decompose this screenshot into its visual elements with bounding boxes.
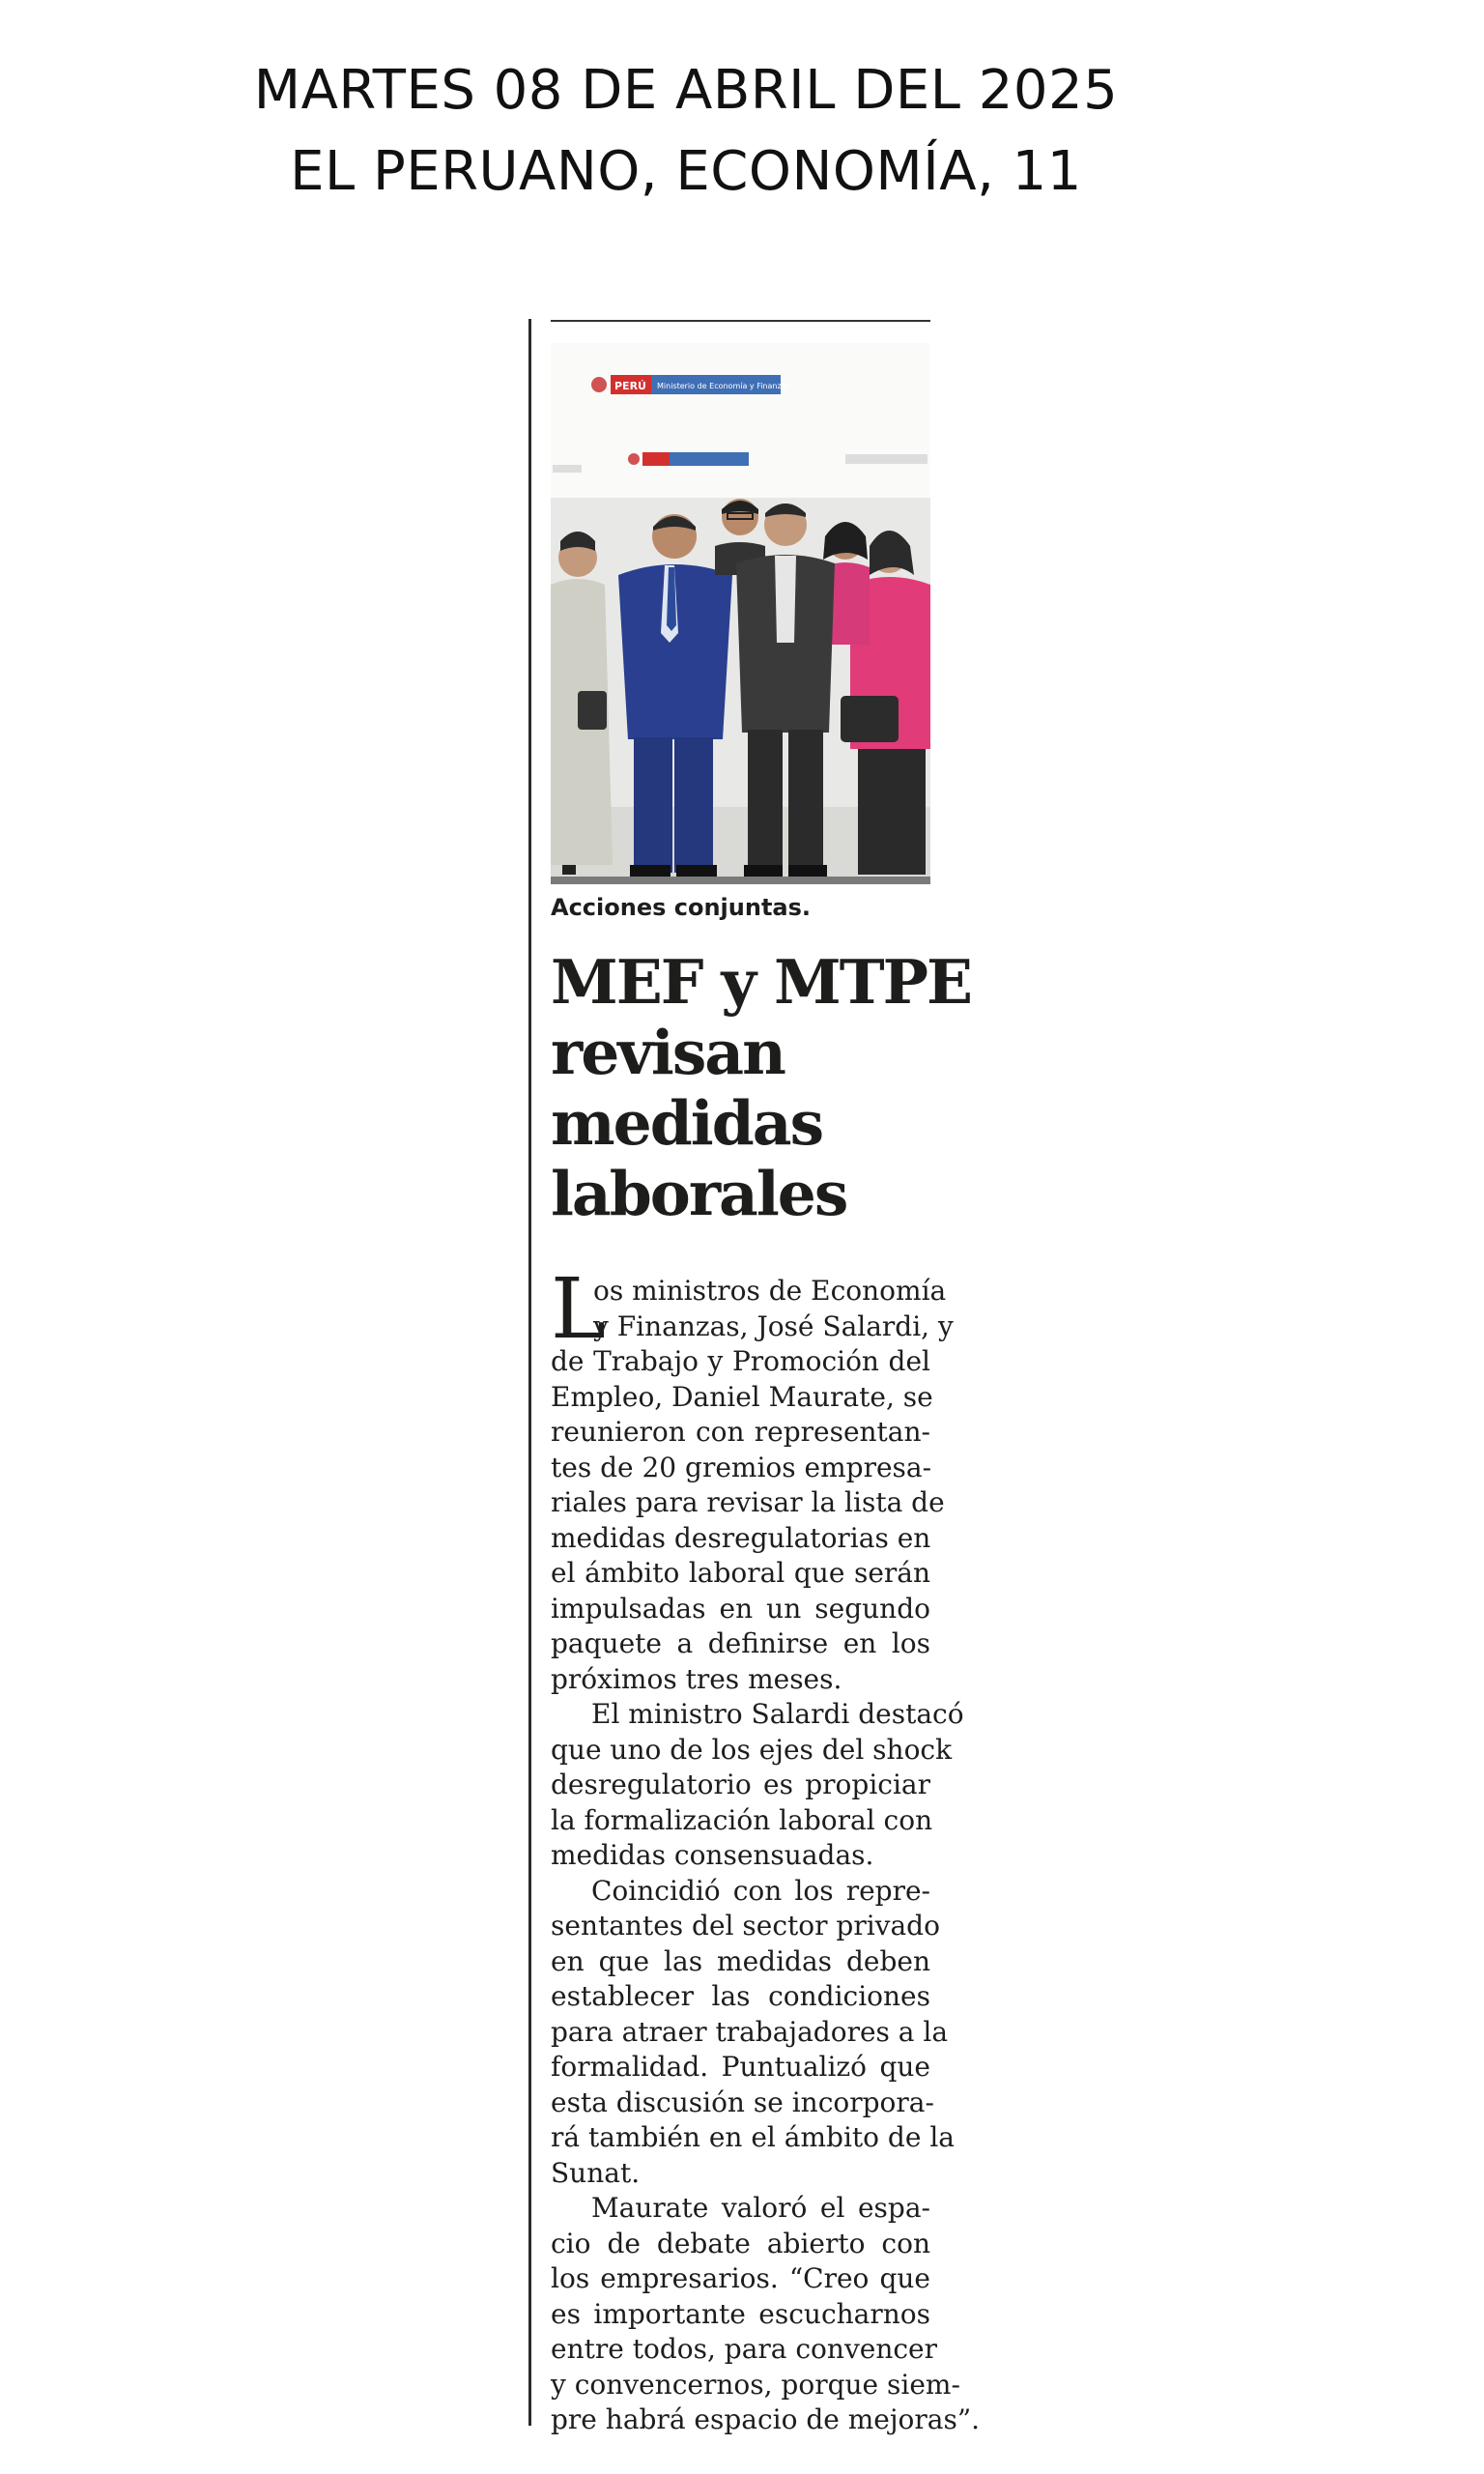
- body-line: impulsadas en un segundo: [551, 1592, 930, 1625]
- body-line: riales para revisar la lista de: [551, 1486, 945, 1518]
- body-line: cio de debate abierto con: [551, 2227, 930, 2259]
- body-line: sentantes del sector privado: [551, 1910, 940, 1942]
- headline-line: laborales: [551, 1158, 847, 1229]
- body-line: que uno de los ejes del shock: [551, 1733, 953, 1766]
- body-line: es importante escucharnos: [551, 2297, 930, 2330]
- body-line: paquete a definirse en los: [551, 1627, 930, 1659]
- body-line: en que las medidas deben: [551, 1944, 930, 1977]
- body-line: desregulatorio es propiciar: [551, 1769, 930, 1800]
- column-top-rule: [551, 320, 930, 322]
- article-headline: [551, 946, 971, 1229]
- paragraph-1: [551, 1261, 954, 1697]
- headline-line: medidas: [551, 1087, 823, 1159]
- body-line: Maurate valoró el espa-: [591, 2192, 930, 2224]
- body-line: próximos tres meses.: [551, 1662, 842, 1695]
- body-line: el ámbito laboral que serán: [551, 1557, 930, 1589]
- body-line: Empleo, Daniel Maurate, se: [551, 1380, 933, 1413]
- body-line: medidas consensuadas.: [551, 1839, 874, 1871]
- body-line: tes de 20 gremios empresa-: [551, 1451, 932, 1483]
- body-line: y Finanzas, José Salardi, y: [593, 1309, 954, 1342]
- photo-caption: Acciones conjuntas.: [551, 894, 812, 921]
- drop-cap: L: [551, 1261, 607, 1358]
- body-line: los empresarios. “Creo que: [551, 2262, 930, 2294]
- banner-ministry-text: Ministerio de Economía y Finanzas: [657, 382, 790, 390]
- paragraph-4: [551, 2191, 981, 2438]
- headline-line: MEF y MTPE: [551, 946, 971, 1018]
- article-body: [551, 1261, 981, 2438]
- body-line: El ministro Salardi destacó: [591, 1698, 964, 1730]
- body-line: formalidad. Puntualizó que: [551, 2051, 930, 2083]
- date-line: MARTES 08 DE ABRIL DEL 2025: [253, 59, 1119, 122]
- body-line: establecer las condiciones: [551, 1980, 930, 2012]
- body-line: reunieron con representan-: [551, 1416, 930, 1448]
- paragraph-2: [551, 1697, 964, 1874]
- body-line: y convencernos, porque siem-: [551, 2368, 960, 2401]
- body-line: entre todos, para convencer: [551, 2333, 937, 2365]
- column-vertical-rule: [528, 319, 531, 2426]
- paragraph-3: [551, 1874, 955, 2192]
- article-photo: [551, 343, 930, 884]
- body-line: de Trabajo y Promoción del: [551, 1345, 930, 1377]
- body-line: rá también en el ámbito de la: [551, 2121, 955, 2153]
- body-line: esta discusión se incorpora-: [551, 2086, 934, 2118]
- body-line: pre habrá espacio de mejoras”.: [551, 2403, 981, 2435]
- body-line: para atraer trabajadores a la: [551, 2015, 949, 2048]
- ministry-banner-top: [591, 375, 790, 394]
- body-line: Sunat.: [551, 2156, 641, 2189]
- body-line: Coincidió con los repre-: [591, 1874, 930, 1907]
- body-line: la formalización laboral con: [551, 1803, 933, 1836]
- clipping-header: [0, 50, 1372, 213]
- source-line: EL PERUANO, ECONOMÍA, 11: [290, 140, 1082, 203]
- body-line: os ministros de Economía: [593, 1275, 947, 1307]
- headline-line: revisan: [551, 1017, 785, 1088]
- body-line: medidas desregulatorias en: [551, 1521, 931, 1554]
- banner-peru-text: PERÚ: [614, 380, 646, 392]
